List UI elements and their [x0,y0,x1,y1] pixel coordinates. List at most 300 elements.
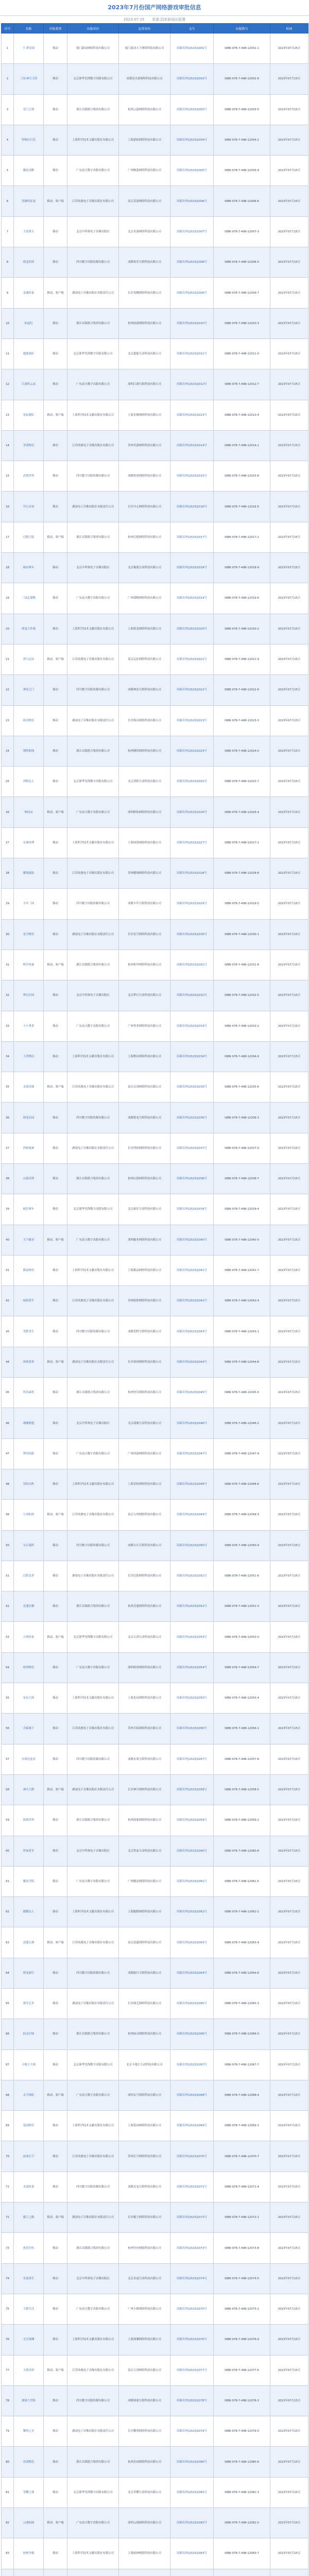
game-name: 星际舰队 [14,400,44,430]
row-number: 67 [2,2049,14,2080]
approval-number: 国新出审[2023]1009号 [170,278,214,308]
operator: 南京九州网络科技有限公司 [119,1500,170,1530]
approval-number: 国新出审[2023]1078号 [170,2385,214,2416]
operator: 成都球球互娱科技有限公司 [119,2385,170,2416]
publisher: 上海科学技术文献出版社有限公司 [67,1897,119,1927]
operator: 杭州仙灵网络科技有限公司 [119,2019,170,2049]
game-name: 血战长空 [14,2141,44,2172]
publisher: 浙江出版联合集团有限公司 [67,522,119,552]
approval-number: 国新出审[2023]1036号 [170,1103,214,1133]
approval-date: 2023年07月25日 [270,2325,308,2355]
approval-date: 2023年07月25日 [270,1469,308,1499]
publisher: 浙江出版联合集团有限公司 [67,2233,119,2263]
approval-date: 2023年07月25日 [270,2447,308,2477]
table-row [2,2080,308,2110]
game-name: 太空探险 [14,2080,44,2110]
operator: 南京逍遥网络科技有限公司 [119,1927,170,1958]
publisher: 四川数字出版传媒有限公司 [67,461,119,492]
approval-date: 2023年07月25日 [270,2538,308,2569]
table-header-row [2,24,308,33]
game-name: 冒险岛屿 [14,1469,44,1499]
approval-number: 国新出审[2023]1051号 [170,1561,214,1591]
approval-date: 2023年07月25日 [270,430,308,461]
table-row [2,644,308,674]
isbn-number: ISBN 978-7-498-12004-2 [214,125,270,155]
publisher: 江苏凤凰电子音像出版社有限公司 [67,186,119,216]
publish-date: 2023-07-25 [123,18,145,22]
row-number: 35 [2,1072,14,1103]
game-name: 三国:神兵天将 [14,64,44,94]
row-number: 9 [2,278,14,308]
approval-date: 2023年07月25日 [270,705,308,736]
operator: 成都少年互娱科技有限公司 [119,889,170,919]
category: 移动 [44,2141,67,2172]
row-number: 8 [2,247,14,278]
publisher: 湖南电子音像出版社有限责任公司 [67,1989,119,2019]
isbn-number: ISBN 978-7-498-12036-3 [214,1103,270,1133]
row-number: 32 [2,980,14,1011]
approval-number: 国新出审[2023]1059号 [170,1805,214,1836]
operator: 长沙幻影网络科技有限公司 [119,1561,170,1591]
category: 移动 [44,980,67,1011]
table-row [2,1836,308,1866]
row-number: 73 [2,2233,14,2263]
game-name: 消除达人 [14,767,44,797]
isbn-number: ISBN 978-7-498-12033-2 [214,1011,270,1041]
operator: 成都侠客网络科技有限公司 [119,461,170,492]
game-name: 快乐麻将 [14,1378,44,1408]
publisher: 四川数字出版传媒有限公司 [67,2385,119,2416]
publisher: 浙江出版联合集团有限公司 [67,308,119,338]
operator: 北京奇游网络科技有限公司 [119,216,170,247]
row-number [2,2569,14,2576]
approval-date: 2023年07月25日 [270,797,308,827]
category: 移动、客户端 [44,2508,67,2538]
operator: 长沙霸王网络科技有限公司 [119,2202,170,2233]
isbn-number: ISBN 978-7-498-12014-1 [214,430,270,461]
publisher: 北京新华先锋数字出版有限公司 [67,64,119,94]
table-row [2,522,308,552]
isbn-number: ISBN 978-7-498-12057-8 [214,1744,270,1774]
operator: 成都萌宠互娱科技有限公司 [119,1103,170,1133]
isbn-number: ISBN 978-7-498-12069-1 [214,2111,270,2141]
operator: 长沙诸神网络科技有限公司 [119,1347,170,1377]
row-number: 57 [2,1744,14,1774]
game-name: 超能战队 [14,338,44,369]
publisher: 江苏凤凰电子音像出版社有限公司 [67,2355,119,2385]
row-number: 22 [2,675,14,705]
table-row [2,553,308,583]
operator: 成都水果互娱科技有限公司 [119,1744,170,1774]
approval-number: 国新出审[2023]1043号 [170,1316,214,1347]
approval-number: 国新出审[2023]1037号 [170,1133,214,1163]
isbn-number: ISBN 978-7-498-12031-8 [214,950,270,980]
operator: 上海星辰网络科技有限公司 [119,1683,170,1714]
game-name: 萌宠旅行 [14,1958,44,1988]
isbn-number: ISBN 978-7-498-12018-9 [214,553,270,583]
publisher: 广东南方数字出版有限公司 [67,1866,119,1896]
row-number: 25 [2,767,14,797]
table-row [2,858,308,889]
game-name: 花园物语 [14,2111,44,2141]
table-row [2,186,308,216]
approval-number: 国新出审[2023]1022号 [170,675,214,705]
game-name: 霸王之路 [14,2202,44,2233]
approval-number: 国新出审[2023]1055号 [170,1683,214,1714]
game-name: 幻影忍者 [14,1561,44,1591]
category: 移动 [44,2172,67,2202]
operator: 深圳云端网络科技有限公司 [119,2508,170,2538]
game-name: 钢铁防线 [14,736,44,766]
isbn-number: ISBN 978-7-498-12019-6 [214,583,270,614]
table-row [2,156,308,186]
approval-date: 2023年07月25日 [270,2111,308,2141]
game-name: 三国志谋略 [14,583,44,614]
table-row [2,2233,308,2263]
approval-date [270,2569,308,2576]
approval-date: 2023年07月25日 [270,827,308,858]
category: 移动 [44,1163,67,1194]
isbn-number: ISBN 978-7-498-12046-2 [214,1408,270,1438]
approval-date: 2023年07月25日 [270,1103,308,1133]
category: 移动 [44,1316,67,1347]
approval-number: 国新出审[2023]1062号 [170,1897,214,1927]
approval-date: 2023年07月25日 [270,1652,308,1683]
table-row [2,2355,308,2385]
table-row [2,736,308,766]
publisher: 江苏凤凰电子音像出版社有限公司 [67,858,119,889]
table-row [2,1469,308,1499]
approval-number: 国新出审[2023]1013号 [170,400,214,430]
category: 移动 [44,2385,67,2416]
publisher: 江苏凤凰电子音像出版社有限公司 [67,644,119,674]
approval-number: 国新出审[2023]1081号 [170,2477,214,2507]
approval-number: 国新出审[2023]1071号 [170,2172,214,2202]
approval-number: 国新出审[2023]1044号 [170,1347,214,1377]
row-number: 76 [2,2325,14,2355]
approval-date: 2023年07月25日 [270,1958,308,1988]
table-row [2,919,308,950]
table-row [2,1866,308,1896]
isbn-number: ISBN 978-7-498-12072-1 [214,2202,270,2233]
publisher: 北京新华先锋数字出版有限公司 [67,2049,119,2080]
category: 移动 [44,827,67,858]
category: 移动 [44,1714,67,1744]
operator: 杭州快乐网络科技有限公司 [119,1378,170,1408]
approval-number: 国新出审[2023]1028号 [170,858,214,889]
publisher: 浙江出版联合集团有限公司 [67,1163,119,1194]
table-row [2,1041,308,1072]
operator: 广州西游网络科技有限公司 [119,1438,170,1469]
category: 移动 [44,1652,67,1683]
publisher: 北京中科奥电子音像出版社 [67,1836,119,1866]
approval-date: 2023年07月25日 [270,1286,308,1316]
approval-date: 2023年07月25日 [270,1561,308,1591]
game-name: 暗影猎手 [14,1286,44,1316]
operator: 苏州长空网络科技有限公司 [119,2141,170,2172]
approval-number: 国新出审[2023]1008号 [170,247,214,278]
row-number: 21 [2,644,14,674]
row-number: 49 [2,1500,14,1530]
table-row [2,705,308,736]
row-number: 65 [2,1989,14,2019]
table-row [2,1286,308,1316]
approval-number: 国新出审[2023]1052号 [170,1591,214,1622]
publisher: 浙江出版联合集团有限公司 [67,2447,119,2477]
approval-date: 2023年07月25日 [270,2049,308,2080]
game-name: 王者棋局 [14,1041,44,1072]
table-row [2,1378,308,1408]
game-name: 江湖风云录 [14,369,44,400]
approval-date: 2023年07月25日 [270,1011,308,1041]
game-name: 仙途纪 [14,308,44,338]
category: 移动 [44,1744,67,1774]
isbn-number: ISBN 978-7-498-12020-2 [214,614,270,644]
approval-date: 2023年07月25日 [270,2141,308,2172]
operator: 杭州幻想网络科技有限公司 [119,522,170,552]
isbn-number: ISBN 978-7-498-12003-5 [214,94,270,125]
publisher: 湖南电子音像出版社有限责任公司 [67,1347,119,1377]
operator: 北京超能互动科技有限公司 [119,338,170,369]
category: 移动 [44,1836,67,1866]
publisher: 江苏凤凰电子音像出版社有限公司 [67,1927,119,1958]
category: 移动、客户端 [44,2080,67,2110]
game-name: 球球大冒险 [14,2385,44,2416]
category: 移动 [44,614,67,644]
approval-number: 国新出审[2023]1035号 [170,1072,214,1103]
game-name: 开心农场 [14,492,44,522]
approval-date: 2023年07月25日 [270,2233,308,2263]
approval-number: 国新出审[2023]1015号 [170,461,214,492]
category: 移动 [44,2049,67,2080]
category: 移动 [44,1683,67,1714]
game-name: 千·梦昙境 [14,33,44,64]
category: 移动 [44,1591,67,1622]
isbn-number: ISBN 978-7-498-12049-3 [214,1500,270,1530]
publisher: 北京新华先锋数字出版有限公司 [67,767,119,797]
publisher: 江苏凤凰电子音像出版社有限公司 [67,1286,119,1316]
source-note: 来源:国家新闻出版署 [151,18,186,22]
isbn-number: ISBN 978-7-498-12055-4 [214,1683,270,1714]
approval-date: 2023年07月25日 [270,461,308,492]
operator: 上海花园网络科技有限公司 [119,2111,170,2141]
approval-number: 国新出审[2023]1073号 [170,2233,214,2263]
row-number: 15 [2,461,14,492]
game-name: 天下霸业 [14,1225,44,1255]
table-row [2,2019,308,2049]
publisher: 江苏凤凰电子音像出版社有限公司 [67,1714,119,1744]
category: 移动 [44,889,67,919]
isbn-number [214,2569,270,2576]
approval-date: 2023年07月25日 [270,492,308,522]
header-no: 序号 [2,24,14,33]
header-doc-no: 文号 [170,24,214,33]
row-number: 40 [2,1225,14,1255]
category: 移动 [44,2416,67,2447]
row-number: 28 [2,858,14,889]
table-row [2,1989,308,2019]
isbn-number: ISBN 978-7-498-12082-0 [214,2508,270,2538]
publisher: 湖南电子音像出版社有限责任公司 [67,919,119,950]
isbn-number: ISBN 978-7-498-12010-3 [214,308,270,338]
publisher: 上海科学技术文献出版社有限公司 [67,1469,119,1499]
isbn-number: ISBN 978-7-498-12060-8 [214,1836,270,1866]
operator: 上海棋局网络科技有限公司 [119,1041,170,1072]
game-name: 萌兽物语 [14,1652,44,1683]
isbn-number: ISBN 978-7-498-12081-3 [214,2477,270,2507]
approval-number: 国新出审[2023]1049号 [170,1500,214,1530]
row-number: 72 [2,2202,14,2233]
publisher: 四川数字出版传媒有限公司 [67,1744,119,1774]
row-number: 11 [2,338,14,369]
table-row [2,2111,308,2141]
table-row [2,1958,308,1988]
table-row [2,2508,308,2538]
approval-date: 2023年07月25日 [270,278,308,308]
category: 移动 [44,1805,67,1836]
isbn-number: ISBN 978-7-498-12053-0 [214,1622,270,1652]
isbn-number: ISBN 978-7-498-12040-0 [214,1225,270,1255]
publisher: 浙江出版联合集团有限公司 [67,736,119,766]
table-row [2,1774,308,1805]
category: 移动、客户端 [44,797,67,827]
table-row [2,2172,308,2202]
game-name: 疯狂赛车 [14,1194,44,1225]
approval-number: 国新出审[2023]1041号 [170,1255,214,1285]
operator: 上海厨神网络科技有限公司 [119,2538,170,2569]
row-number: 61 [2,1866,14,1896]
category: 移动 [44,1408,67,1438]
publisher: 广东南方数字出版有限公司 [67,1438,119,1469]
isbn-number: ISBN 978-7-498-12062-2 [214,1897,270,1927]
game-name: 机甲风暴 [14,950,44,980]
approval-number: 国新出审[2023]1018号 [170,553,214,583]
publisher: 广东南方数字出版有限公司 [67,1225,119,1255]
publisher: 北京新华先锋数字出版有限公司 [67,2477,119,2507]
approval-date: 2023年07月25日 [270,980,308,1011]
approval-number: 国新出审[2023]1060号 [170,1836,214,1866]
operator: 北京铁血互动科技有限公司 [119,1836,170,1866]
game-name: 海岛物语 [14,705,44,736]
approval-date: 2023年07月25日 [270,1255,308,1285]
isbn-number: ISBN 978-7-498-12079-0 [214,2416,270,2447]
operator [119,2569,170,2576]
isbn-number: ISBN 978-7-498-12042-4 [214,1286,270,1316]
approval-number: 国新出审[2023]1076号 [170,2325,214,2355]
row-number: 70 [2,2141,14,2172]
approval-date: 2023年07月25日 [270,308,308,338]
row-number: 77 [2,2355,14,2385]
operator: 广州勇者网络科技有限公司 [119,1011,170,1041]
game-name: 宝石迷阵 [14,1530,44,1561]
row-number: 34 [2,1041,14,1072]
approval-number: 国新出审[2023]1069号 [170,2111,214,2141]
game-name: 神话之门 [14,675,44,705]
approval-number: 国新出审[2023]1002号 [170,64,214,94]
approval-date: 2023年07月25日 [270,1378,308,1408]
approval-number: 国新出审[2023]1012号 [170,369,214,400]
game-name: 幻想大陆 [14,522,44,552]
category: 移动 [44,492,67,522]
approval-date: 2023年07月25日 [270,1530,308,1561]
category: 移动、客户端 [44,1622,67,1652]
row-number: 55 [2,1683,14,1714]
approval-date: 2023年07月25日 [270,675,308,705]
isbn-number: ISBN 978-7-498-12061-5 [214,1866,270,1896]
row-number: 79 [2,2416,14,2447]
operator: 杭州山海网络科技有限公司 [119,1163,170,1194]
row-number: 36 [2,1103,14,1133]
category: 移动 [44,919,67,950]
approval-number: 国新出审[2023]1067号 [170,2049,214,2080]
publisher: 上海科学技术文献出版社有限公司 [67,614,119,644]
isbn-number: ISBN 978-7-498-12025-7 [214,767,270,797]
row-number: 3 [2,94,14,125]
game-name: 大话诸天 [14,216,44,247]
category: 移动 [44,2019,67,2049]
publisher: 上海科学技术文献出版社有限公司 [67,2538,119,2569]
category: 移动、客户端 [44,522,67,552]
approval-date: 2023年07月25日 [270,2172,308,2202]
operator: 北京消除互动科技有限公司 [119,767,170,797]
row-number: 6 [2,186,14,216]
table-row [2,1683,308,1714]
row-number: 41 [2,1255,14,1285]
game-name: 古剑传说 [14,1622,44,1652]
row-number: 78 [2,2385,14,2416]
game-name: 诸神黄昏 [14,1347,44,1377]
row-number: 10 [2,308,14,338]
publisher: 江苏凤凰电子音像出版社有限公司 [67,1072,119,1103]
publisher: 上海科学技术文献出版社有限公司 [67,2325,119,2355]
isbn-number: ISBN 978-7-498-12059-2 [214,1805,270,1836]
category: 移动 [44,583,67,614]
table-row [2,1714,308,1744]
game-name: 神兵天降 [14,1774,44,1805]
row-number: 18 [2,553,14,583]
table-row [2,2049,308,2080]
isbn-number: ISBN 978-7-498-12023-3 [214,705,270,736]
category: 移动 [44,2111,67,2141]
game-name: 仙灵幻境 [14,2019,44,2049]
isbn-number: ISBN 978-7-498-12008-0 [214,247,270,278]
isbn-number: ISBN 978-7-498-12013-4 [214,400,270,430]
publisher: 湖南电子音像出版社有限责任公司 [67,2202,119,2233]
publisher: 上海科学技术文献出版社有限公司 [67,1255,119,1285]
isbn-number: ISBN 978-7-498-12083-7 [214,2538,270,2569]
table-row [2,2263,308,2294]
approval-table [1,23,308,2576]
category: 移动 [44,1438,67,1469]
publisher: 湖南电子音像出版社有限责任公司 [67,1561,119,1591]
category: 移动 [44,125,67,155]
approval-number: 国新出审[2023]1042号 [170,1286,214,1316]
header-publisher: 出版单位 [67,24,119,33]
row-number: 16 [2,492,14,522]
game-name: 魔法学院 [14,1866,44,1896]
category: 移动 [44,553,67,583]
header-operator: 运营单位 [119,24,170,33]
isbn-number: ISBN 978-7-498-12067-7 [214,2049,270,2080]
publisher: 江苏凤凰电子音像出版社有限公司 [67,430,119,461]
category: 移动、客户端 [44,1774,67,1805]
table-row [2,675,308,705]
publisher: 湖南电子音像出版社有限责任公司 [67,492,119,522]
category: 移动 [44,705,67,736]
operator: 成都宝石互娱科技有限公司 [119,1530,170,1561]
game-name: 竞速狂飙 [14,1591,44,1622]
operator: 北京古剑互动科技有限公司 [119,1622,170,1652]
